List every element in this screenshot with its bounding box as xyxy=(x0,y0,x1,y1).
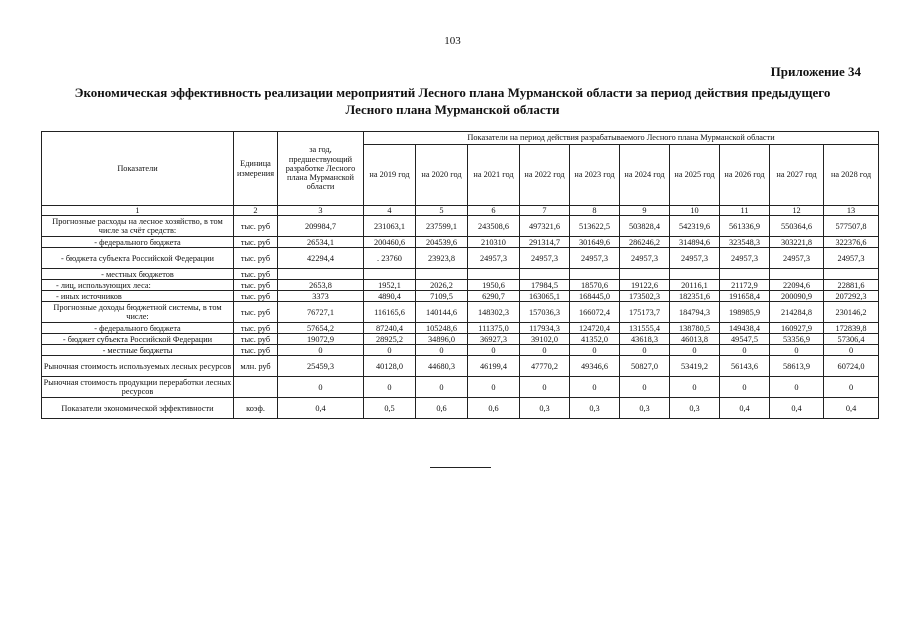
table-row xyxy=(42,291,879,302)
row-year-value: 166072,4 xyxy=(570,302,620,323)
table-row xyxy=(42,302,879,323)
row-prev-year-value: 26534,1 xyxy=(278,237,364,248)
row-year-value: 0,6 xyxy=(416,398,468,419)
row-year-value: 20116,1 xyxy=(670,280,720,291)
header-year: на 2026 год xyxy=(720,145,770,206)
row-year-value: 53356,9 xyxy=(770,334,824,345)
row-year-value: 0 xyxy=(364,345,416,356)
column-number: 10 xyxy=(670,206,720,216)
row-year-value xyxy=(416,269,468,280)
row-year-value: 43618,3 xyxy=(620,334,670,345)
row-year-value: 168445,0 xyxy=(570,291,620,302)
row-year-value: 28925,2 xyxy=(364,334,416,345)
table-row xyxy=(42,280,879,291)
row-indicator: Прогнозные расходы на лесное хозяйство, в том числе за счёт средств: xyxy=(42,216,234,237)
row-unit: тыс. руб xyxy=(234,334,278,345)
row-year-value: 1952,1 xyxy=(364,280,416,291)
row-year-value: 231063,1 xyxy=(364,216,416,237)
row-year-value: 18570,6 xyxy=(570,280,620,291)
row-year-value: 0 xyxy=(416,377,468,398)
row-year-value: 149438,4 xyxy=(720,323,770,334)
row-year-value: 550364,6 xyxy=(770,216,824,237)
row-year-value: 0,3 xyxy=(620,398,670,419)
row-indicator: Рыночная стоимость продукции переработки лесных ресурсов xyxy=(42,377,234,398)
row-prev-year-value: 0,4 xyxy=(278,398,364,419)
row-prev-year-value: 3373 xyxy=(278,291,364,302)
header-year: на 2027 год xyxy=(770,145,824,206)
row-year-value: 116165,6 xyxy=(364,302,416,323)
row-year-value: 34896,0 xyxy=(416,334,468,345)
row-year-value: 191658,4 xyxy=(720,291,770,302)
row-year-value: 19122,6 xyxy=(620,280,670,291)
row-year-value: 23923,8 xyxy=(416,248,468,269)
row-year-value: 6290,7 xyxy=(468,291,520,302)
row-year-value: 0 xyxy=(364,377,416,398)
row-year-value: 204539,6 xyxy=(416,237,468,248)
row-year-value: 0 xyxy=(720,377,770,398)
column-number: 1 xyxy=(42,206,234,216)
header-year: на 2021 год xyxy=(468,145,520,206)
row-year-value: 148302,3 xyxy=(468,302,520,323)
row-unit: млн. руб xyxy=(234,356,278,377)
row-year-value: . 23760 xyxy=(364,248,416,269)
row-year-value: 39102,0 xyxy=(520,334,570,345)
row-indicator: - иных источников xyxy=(42,291,234,302)
row-year-value: 0,3 xyxy=(570,398,620,419)
row-year-value: 0 xyxy=(520,345,570,356)
table-row xyxy=(42,248,879,269)
row-year-value: 1950,6 xyxy=(468,280,520,291)
row-year-value: 24957,3 xyxy=(720,248,770,269)
row-year-value: 173502,3 xyxy=(620,291,670,302)
column-number: 8 xyxy=(570,206,620,216)
row-year-value: 0,3 xyxy=(520,398,570,419)
row-prev-year-value: 25459,3 xyxy=(278,356,364,377)
row-year-value: 0,4 xyxy=(770,398,824,419)
row-year-value: 60724,0 xyxy=(824,356,879,377)
row-year-value: 4890,4 xyxy=(364,291,416,302)
table-row xyxy=(42,356,879,377)
row-year-value xyxy=(670,269,720,280)
row-year-value: 182351,6 xyxy=(670,291,720,302)
row-year-value: 291314,7 xyxy=(520,237,570,248)
row-year-value: 24957,3 xyxy=(570,248,620,269)
page-number: 103 xyxy=(444,35,461,47)
appendix-label: Приложение 34 xyxy=(770,64,861,79)
row-unit: тыс. руб xyxy=(234,237,278,248)
row-year-value xyxy=(570,269,620,280)
row-unit: тыс. руб xyxy=(234,269,278,280)
row-year-value: 57306,4 xyxy=(824,334,879,345)
column-number: 5 xyxy=(416,206,468,216)
header-prev-year: за год, предшествующий разработке Лесного плана Мурманской области xyxy=(278,132,364,206)
document-title: Экономическая эффективность реализации мероприятий Лесного плана Мурманской области за период действия предыдущего Лесного плана Мурманской области xyxy=(74,85,831,117)
row-year-value: 0,5 xyxy=(364,398,416,419)
row-indicator: - местные бюджеты xyxy=(42,345,234,356)
row-prev-year-value: 42294,4 xyxy=(278,248,364,269)
efficiency-table xyxy=(41,131,879,419)
row-year-value: 0 xyxy=(468,345,520,356)
row-year-value: 49547,5 xyxy=(720,334,770,345)
row-indicator: - федерального бюджета xyxy=(42,323,234,334)
row-unit: коэф. xyxy=(234,398,278,419)
row-unit: тыс. руб xyxy=(234,291,278,302)
column-number: 4 xyxy=(364,206,416,216)
row-year-value: 49346,6 xyxy=(570,356,620,377)
row-year-value: 24957,3 xyxy=(670,248,720,269)
header-year: на 2023 год xyxy=(570,145,620,206)
row-year-value: 24957,3 xyxy=(770,248,824,269)
footer-divider xyxy=(430,467,491,468)
table-row xyxy=(42,334,879,345)
header-period-group: Показатели на период действия разрабатываемого Лесного плана Мурманской области xyxy=(364,132,879,145)
row-year-value: 0 xyxy=(824,377,879,398)
row-year-value: 163065,1 xyxy=(520,291,570,302)
row-year-value: 140144,6 xyxy=(416,302,468,323)
column-number: 11 xyxy=(720,206,770,216)
row-year-value: 184794,3 xyxy=(670,302,720,323)
row-year-value: 237599,1 xyxy=(416,216,468,237)
row-year-value: 24957,3 xyxy=(520,248,570,269)
row-year-value xyxy=(720,269,770,280)
row-year-value: 22881,6 xyxy=(824,280,879,291)
row-year-value: 0 xyxy=(416,345,468,356)
row-year-value: 117934,3 xyxy=(520,323,570,334)
row-year-value: 0 xyxy=(670,377,720,398)
row-year-value: 160927,9 xyxy=(770,323,824,334)
row-year-value: 200460,6 xyxy=(364,237,416,248)
table-row xyxy=(42,377,879,398)
row-unit: тыс. руб xyxy=(234,216,278,237)
row-year-value: 46013,8 xyxy=(670,334,720,345)
row-year-value: 243508,6 xyxy=(468,216,520,237)
column-number: 2 xyxy=(234,206,278,216)
row-indicator: Показатели экономической эффективности xyxy=(42,398,234,419)
column-number: 9 xyxy=(620,206,670,216)
row-prev-year-value: 19072,9 xyxy=(278,334,364,345)
row-year-value: 0 xyxy=(824,345,879,356)
header-year: на 2019 год xyxy=(364,145,416,206)
row-year-value: 24957,3 xyxy=(620,248,670,269)
table-row xyxy=(42,237,879,248)
row-year-value xyxy=(824,269,879,280)
row-year-value: 0,3 xyxy=(670,398,720,419)
header-indicators: Показатели xyxy=(42,132,234,206)
row-year-value: 0 xyxy=(620,377,670,398)
column-number: 13 xyxy=(824,206,879,216)
row-year-value: 17984,5 xyxy=(520,280,570,291)
row-year-value: 0 xyxy=(770,345,824,356)
row-year-value: 53419,2 xyxy=(670,356,720,377)
row-year-value: 301649,6 xyxy=(570,237,620,248)
row-year-value: 21172,9 xyxy=(720,280,770,291)
row-prev-year-value xyxy=(278,269,364,280)
row-year-value: 314894,6 xyxy=(670,237,720,248)
header-row-top xyxy=(42,132,879,145)
row-unit: тыс. руб xyxy=(234,248,278,269)
row-year-value: 0 xyxy=(468,377,520,398)
row-year-value: 323548,3 xyxy=(720,237,770,248)
row-year-value: 214284,8 xyxy=(770,302,824,323)
row-year-value: 111375,0 xyxy=(468,323,520,334)
row-prev-year-value: 0 xyxy=(278,377,364,398)
row-year-value: 322376,6 xyxy=(824,237,879,248)
row-year-value: 210310 xyxy=(468,237,520,248)
row-year-value: 0,4 xyxy=(720,398,770,419)
row-prev-year-value: 76727,1 xyxy=(278,302,364,323)
row-year-value: 46199,4 xyxy=(468,356,520,377)
row-prev-year-value: 57654,2 xyxy=(278,323,364,334)
row-year-value: 131555,4 xyxy=(620,323,670,334)
row-unit: тыс. руб xyxy=(234,345,278,356)
row-unit xyxy=(234,377,278,398)
table-row xyxy=(42,269,879,280)
column-number-row xyxy=(42,206,879,216)
row-year-value: 0,4 xyxy=(824,398,879,419)
row-indicator: - местных бюджетов xyxy=(42,269,234,280)
row-indicator: - лиц, использующих леса: xyxy=(42,280,234,291)
column-number: 12 xyxy=(770,206,824,216)
row-year-value xyxy=(364,269,416,280)
row-year-value: 561336,9 xyxy=(720,216,770,237)
row-prev-year-value: 209984,7 xyxy=(278,216,364,237)
table-body xyxy=(42,216,879,419)
row-year-value: 0 xyxy=(570,377,620,398)
row-year-value: 105248,6 xyxy=(416,323,468,334)
row-prev-year-value: 2653,8 xyxy=(278,280,364,291)
row-year-value: 40128,0 xyxy=(364,356,416,377)
row-year-value xyxy=(468,269,520,280)
row-year-value: 24957,3 xyxy=(824,248,879,269)
row-year-value: 157036,3 xyxy=(520,302,570,323)
row-year-value: 542319,6 xyxy=(670,216,720,237)
row-year-value: 124720,4 xyxy=(570,323,620,334)
row-year-value: 0 xyxy=(570,345,620,356)
column-number: 7 xyxy=(520,206,570,216)
header-year: на 2022 год xyxy=(520,145,570,206)
row-year-value: 172839,8 xyxy=(824,323,879,334)
header-year: на 2020 год xyxy=(416,145,468,206)
row-year-value: 7109,5 xyxy=(416,291,468,302)
row-year-value: 175173,7 xyxy=(620,302,670,323)
row-year-value: 2026,2 xyxy=(416,280,468,291)
header-year: на 2025 год xyxy=(670,145,720,206)
row-indicator: - бюджет субъекта Российской Федерации xyxy=(42,334,234,345)
row-year-value: 303221,8 xyxy=(770,237,824,248)
row-year-value: 24957,3 xyxy=(468,248,520,269)
row-indicator: - федерального бюджета xyxy=(42,237,234,248)
row-year-value: 503828,4 xyxy=(620,216,670,237)
row-year-value xyxy=(620,269,670,280)
header-year: на 2024 год xyxy=(620,145,670,206)
row-year-value: 58613,9 xyxy=(770,356,824,377)
row-year-value: 0 xyxy=(770,377,824,398)
row-year-value: 36927,3 xyxy=(468,334,520,345)
row-year-value: 56143,6 xyxy=(720,356,770,377)
row-year-value: 87240,4 xyxy=(364,323,416,334)
row-year-value: 513622,5 xyxy=(570,216,620,237)
row-year-value: 200090,9 xyxy=(770,291,824,302)
row-year-value: 0 xyxy=(670,345,720,356)
row-year-value: 0 xyxy=(520,377,570,398)
row-unit: тыс. руб xyxy=(234,323,278,334)
row-indicator: Рыночная стоимость используемых лесных ресурсов xyxy=(42,356,234,377)
row-year-value: 47770,2 xyxy=(520,356,570,377)
row-year-value: 41352,0 xyxy=(570,334,620,345)
row-year-value: 497321,6 xyxy=(520,216,570,237)
header-unit: Единица измерения xyxy=(234,132,278,206)
header-year: на 2028 год xyxy=(824,145,879,206)
row-year-value: 230146,2 xyxy=(824,302,879,323)
row-year-value: 0 xyxy=(720,345,770,356)
row-year-value: 0,6 xyxy=(468,398,520,419)
row-year-value: 50827,0 xyxy=(620,356,670,377)
row-year-value: 198985,9 xyxy=(720,302,770,323)
column-number: 3 xyxy=(278,206,364,216)
row-year-value: 577507,8 xyxy=(824,216,879,237)
row-indicator: - бюджета субъекта Российской Федерации xyxy=(42,248,234,269)
row-year-value: 22094,6 xyxy=(770,280,824,291)
row-year-value: 207292,3 xyxy=(824,291,879,302)
row-year-value: 44680,3 xyxy=(416,356,468,377)
table-row xyxy=(42,398,879,419)
row-year-value: 286246,2 xyxy=(620,237,670,248)
row-unit: тыс. руб xyxy=(234,280,278,291)
row-year-value xyxy=(520,269,570,280)
table-row xyxy=(42,323,879,334)
row-prev-year-value: 0 xyxy=(278,345,364,356)
row-year-value: 138780,5 xyxy=(670,323,720,334)
table-row xyxy=(42,216,879,237)
row-unit: тыс. руб xyxy=(234,302,278,323)
row-year-value: 0 xyxy=(620,345,670,356)
row-year-value xyxy=(770,269,824,280)
row-indicator: Прогнозные доходы бюджетной системы, в том числе: xyxy=(42,302,234,323)
column-number: 6 xyxy=(468,206,520,216)
table-row xyxy=(42,345,879,356)
